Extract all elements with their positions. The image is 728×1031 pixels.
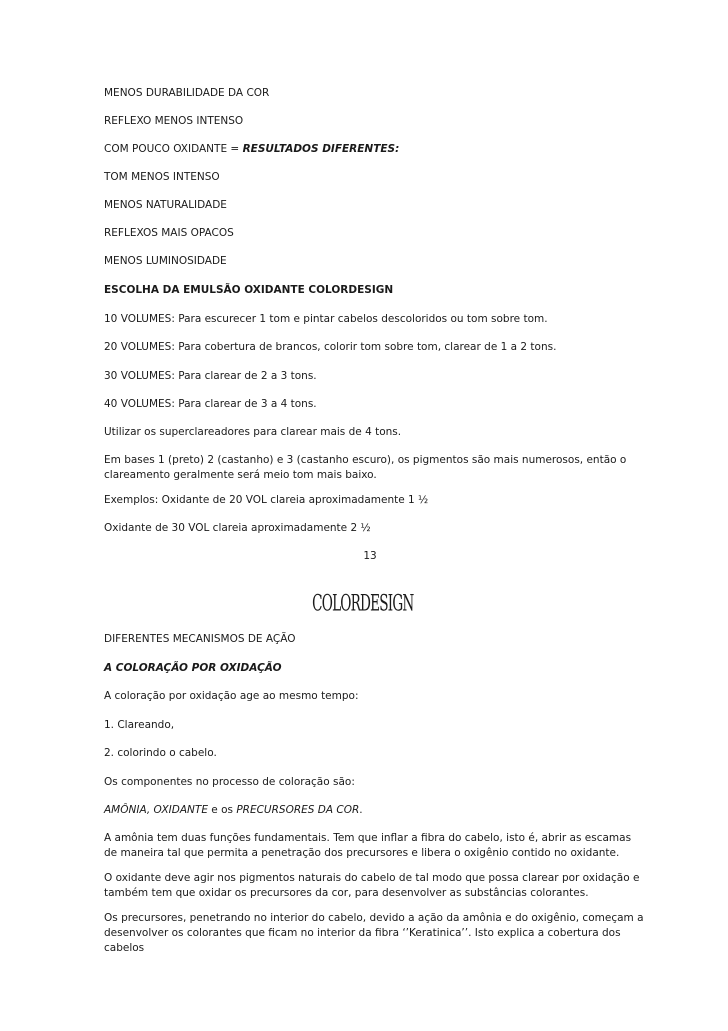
line-luminosidade: MENOS LUMINOSIDADE bbox=[104, 255, 227, 267]
paragraph-bases: Em bases 1 (preto) 2 (castanho) e 3 (castanho escuro), os pigmentos são mais numerosos, então o clareamento geralmente será meio tom mais baixo. bbox=[104, 454, 627, 481]
list-item-colorindo: 2. colorindo o cabelo. bbox=[104, 747, 217, 759]
section-heading-emulsao: ESCOLHA DA EMULSÃO OXIDANTE COLORDESIGN bbox=[104, 284, 394, 296]
section-heading-coloracao: A COLORAÇÃO POR OXIDAÇÃO bbox=[104, 662, 282, 674]
colordesign-logo bbox=[312, 582, 414, 622]
line-pouco-oxidante bbox=[104, 142, 644, 157]
paragraph-age: A coloração por oxidação age ao mesmo tempo: bbox=[104, 690, 359, 702]
term-amonia-oxidante: AMÔNIA, OXIDANTE bbox=[104, 804, 208, 816]
line-tom: TOM MENOS INTENSO bbox=[104, 171, 220, 183]
volume-30: 30 VOLUMES: Para clarear de 2 a 3 tons. bbox=[104, 370, 317, 382]
term-period: . bbox=[359, 804, 363, 816]
example-20-vol: Exemplos: Oxidante de 20 VOL clareia aproximadamente 1 ½ bbox=[104, 494, 429, 506]
superclareadores: Utilizar os superclareadores para clarear mais de 4 tons. bbox=[104, 426, 402, 438]
paragraph-oxidante: O oxidante deve agir nos pigmentos naturais do cabelo de tal modo que possa clarear por oxidação e também tem que oxidar os precursores da cor, para desenvolver as substâncias colorantes. bbox=[104, 872, 640, 899]
line-reflexos-opacos: REFLEXOS MAIS OPACOS bbox=[104, 227, 234, 239]
term-connector: e os bbox=[207, 804, 237, 816]
line-naturalidade: MENOS NATURALIDADE bbox=[104, 199, 227, 211]
list-item-clareando: 1. Clareando, bbox=[104, 719, 175, 731]
line-resultados-emphasis: RESULTADOS DIFERENTES: bbox=[242, 143, 400, 155]
line-reflexo: REFLEXO MENOS INTENSO bbox=[104, 115, 244, 127]
volume-40: 40 VOLUMES: Para clarear de 3 a 4 tons. bbox=[104, 398, 317, 410]
page-number: 13 bbox=[363, 550, 377, 562]
line-pouco-oxidante-text: COM POUCO OXIDANTE = bbox=[104, 143, 243, 155]
line-durabilidade: MENOS DURABILIDADE DA COR bbox=[104, 87, 270, 99]
volume-20: 20 VOLUMES: Para cobertura de brancos, colorir tom sobre tom, clarear de 1 a 2 tons. bbox=[104, 341, 557, 353]
paragraph-amonia: A amônia tem duas funções fundamentais. Tem que inflar a fibra do cabelo, isto é, abrir as escamas de maneira tal que permita a penetração dos precursores e libera o oxigênio contido no oxidante. bbox=[104, 832, 632, 859]
volume-10: 10 VOLUMES: Para escurecer 1 tom e pintar cabelos descoloridos ou tom sobre tom. bbox=[104, 313, 548, 325]
paragraph-componentes: Os componentes no processo de coloração são: bbox=[104, 776, 355, 788]
logo-lettering: COLORDESIGN bbox=[312, 591, 414, 617]
section-heading-mecanismos: DIFERENTES MECANISMOS DE AÇÃO bbox=[104, 633, 296, 645]
example-30-vol: Oxidante de 30 VOL clareia aproximadamente 2 ½ bbox=[104, 522, 371, 534]
paragraph-amonia-oxidante bbox=[104, 803, 644, 818]
paragraph-precursores: Os precursores, penetrando no interior do cabelo, devido a ação da amônia e do oxigênio, começam a desenvolver os colorantes que ficam no interior da fibra ‘’Keratinica’’. Isto explica a cobertura dos cabelos bbox=[104, 912, 644, 954]
term-precursores: PRECURSORES DA COR bbox=[236, 804, 360, 816]
